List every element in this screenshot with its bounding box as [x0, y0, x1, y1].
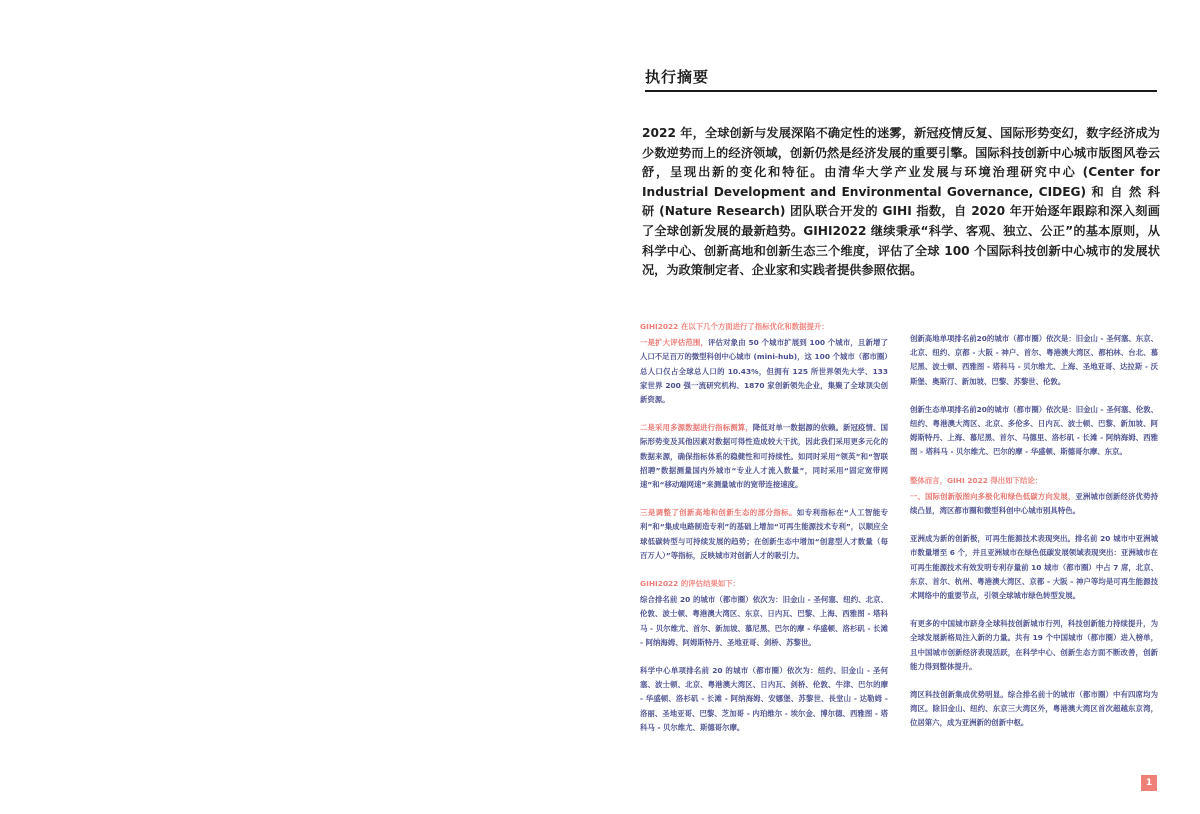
result-2-lead: 科学中心单项排名前 20 的城市（都市圈）依次为：	[640, 666, 818, 676]
conclusion-4-text: 综合排名前十的城市（都市圈）中有四席均为湾区。除旧金山、纽约、东京三大湾区外，粤港澳大湾区首次超越东京湾，位居第六，成为亚洲新的创新中枢。	[910, 690, 1158, 728]
result-4-text: 旧金山 - 圣何塞、伦敦、纽约、粤港澳大湾区、北京、多伦多、日内瓦、波士顿、巴黎、新加坡、阿姆斯特丹、上海、慕尼黑、首尔、马德里、洛杉矶 - 长滩 - 阿纳海姆、西雅图 - 塔科马 - 贝尔维尤、巴尔的摩 - 华盛顿、斯德哥尔摩、东京。	[910, 404, 1158, 457]
item-1-text: 评估对象由 50 个城市扩展到 100 个城市，且新增了人口不足百万的微型科创中心城市 (mini-hub)，这 100 个城市（都市圈）总人口仅占全球总人口的 10.43%，但拥有 125 所世界领先大学、133 家世界 200 强一流研究机构、1870 家创新领先企业，集聚了全球顶尖创新资源。	[640, 338, 888, 405]
conclusion-2-lead: 亚洲成为新的创新极，	[910, 534, 985, 544]
result-1-text: 旧金山 - 圣何塞、纽约、北京、伦敦、波士顿、粤港澳大湾区、东京、日内瓦、巴黎、上海、西雅图 - 塔科马 - 贝尔维尤、首尔、新加坡、慕尼黑、巴尔的摩 - 华盛顿、洛杉矶 - 长滩 - 阿纳海姆、阿姆斯特丹、圣地亚哥、剑桥、苏黎世。	[640, 595, 889, 647]
item-2	[640, 421, 888, 492]
section-title: 执行摘要	[645, 68, 710, 86]
item-3	[640, 506, 888, 563]
result-1-lead: 综合排名前 20 的城市（都市圈）依次为：	[640, 595, 783, 605]
title-divider	[645, 90, 1157, 92]
conclusion-4	[910, 688, 1158, 731]
conclusion-4-lead: 湾区科技创新集成优势明显。	[910, 690, 1008, 700]
item-1-lead: 一是扩大评估范围，	[640, 338, 708, 348]
result-4-lead: 创新生态单项排名前20的城市（都市圈）依次是：	[910, 404, 1076, 414]
right-column	[910, 332, 1158, 745]
item-2-lead: 二是采用多源数据进行指标测算，	[640, 423, 753, 433]
conclusion-1-lead: 一、国际创新版图向多极化和绿色低碳方向发展，	[910, 491, 1076, 501]
result-2	[640, 664, 888, 735]
conclusion-1-text: 亚洲城市创新经济优势持续凸显，湾区都市圈和微型科创中心城市别具特色。	[910, 491, 1158, 516]
result-2-text: 纽约、旧金山 - 圣何塞、波士顿、北京、粤港澳大湾区、日内瓦、剑桥、伦敦、牛津、巴尔的摩 - 华盛顿、洛杉矶 - 长滩 - 阿纳海姆、安娜堡、苏黎世、長堂山 - 达勒姆 - 洛丽、圣地亚哥、巴黎、芝加哥 - 内珀维尔 - 埃尔金、博尔德、西雅图 - 塔科马 - 贝尔维尤、斯德哥尔摩。	[640, 666, 888, 732]
conclusion-1	[910, 490, 1158, 518]
conclusion-3-text: 科技创新能力持续提升，为全球发展新格局注入新的力量。共有 19 个中国城市（都市圈）进入榜单，且中国城市创新经济表现活跃，在科学中心、创新生态方面不断改善，创新能力得到整体提升。	[910, 619, 1158, 671]
optimization-heading: GIHI2022 在以下几个方面进行了指标优化和数据提升：	[640, 322, 829, 331]
right-page	[620, 0, 1200, 814]
conclusion-3-lead: 有更多的中国城市跻身全球科技创新城市行列，	[910, 619, 1068, 629]
results-heading: GIHI2022 的评估结果如下：	[640, 579, 741, 589]
left-column	[640, 320, 888, 749]
result-1	[640, 593, 888, 650]
lead-paragraph: 2022 年，全球创新与发展深陷不确定性的迷雾，新冠疫情反复、国际形势变幻，数字经济成为少数逆势而上的经济领域，创新仍然是经济发展的重要引擎。国际科技创新中心城市版图风卷云舒，呈现出新的变化和特征。由清华大学产业发展与环境治理研究中心 (Center for Industrial Development and Environmental Governance, CIDEG) 和 自 然 科 研 (Nature Research) 团队联合开发的 GIHI 指数，自 2020 年开始逐年跟踪和深入刻画了全球创新发展的最新趋势。GIHI2022 继续秉承“科学、客观、独立、公正”的基本原则，从科学中心、创新高地和创新生态三个维度，评估了全球 100 个国际科技创新中心城市的发展状况，为政策制定者、企业家和实践者提供参照依据。	[642, 126, 1160, 278]
result-3-text: 旧金山 - 圣何塞、东京、北京、纽约、京都 - 大阪 - 神户、首尔、粤港澳大湾区、都柏林、台北、慕尼黑、波士顿、西雅图 - 塔科马 - 贝尔维尤、上海、圣地亚哥、达拉斯 - 沃斯堡、奥斯汀、新加坡、巴黎、苏黎世、伦敦。	[910, 334, 1158, 386]
item-3-lead: 三是调整了创新高地和创新生态的部分指标。	[640, 508, 797, 518]
conclusion-heading: 整体而言，GIHI 2022 得出如下结论：	[910, 475, 1043, 485]
result-3-lead: 创新高地单项排名前20的城市（都市圈）依次是：	[910, 334, 1076, 343]
item-1	[640, 336, 888, 407]
conclusion-2-text: 可再生能源技术表现突出。排名前 20 城市中亚洲城市数量增至 6 个，并且亚洲城市在绿色低碳发展领域表现突出：亚洲城市在可再生能源技术有效发明专利存量前 10 城市（都市圈）中占 7 席，北京、东京、首尔、杭州、粤港澳大湾区、京都 - 大阪 - 神户等均是可再生能源技术网络中的重要节点，引领全球城市绿色转型发展。	[910, 534, 1158, 601]
conclusion-2	[910, 532, 1158, 603]
conclusion-3	[910, 617, 1158, 674]
item-2-text: 降低对单一数据源的依赖。新冠疫情、国际形势变及其他因素对数据可得性造成较大干扰，因此我们采用更多元化的数据来源，确保指标体系的稳健性和可持续性。如同时采用“领英”和“智联招聘”数据测量国内外城市“专业人才流入数量”，同时采用“固定宽带网速”和“移动端网速”来测量城市的宽带连接速度。	[640, 423, 888, 490]
item-3-text: 如专利指标在“人工智能专利”和“集成电路制造专利”的基础上增加“可再生能源技术专利”，以顺应全球低碳转型与可持续发展的趋势；在创新生态中增加“创意型人才数量（每百万人）”等指标，反映城市对创新人才的吸引力。	[640, 508, 888, 560]
result-4	[910, 403, 1158, 460]
result-3	[910, 332, 1158, 389]
page-number-badge: 1	[1141, 775, 1157, 791]
